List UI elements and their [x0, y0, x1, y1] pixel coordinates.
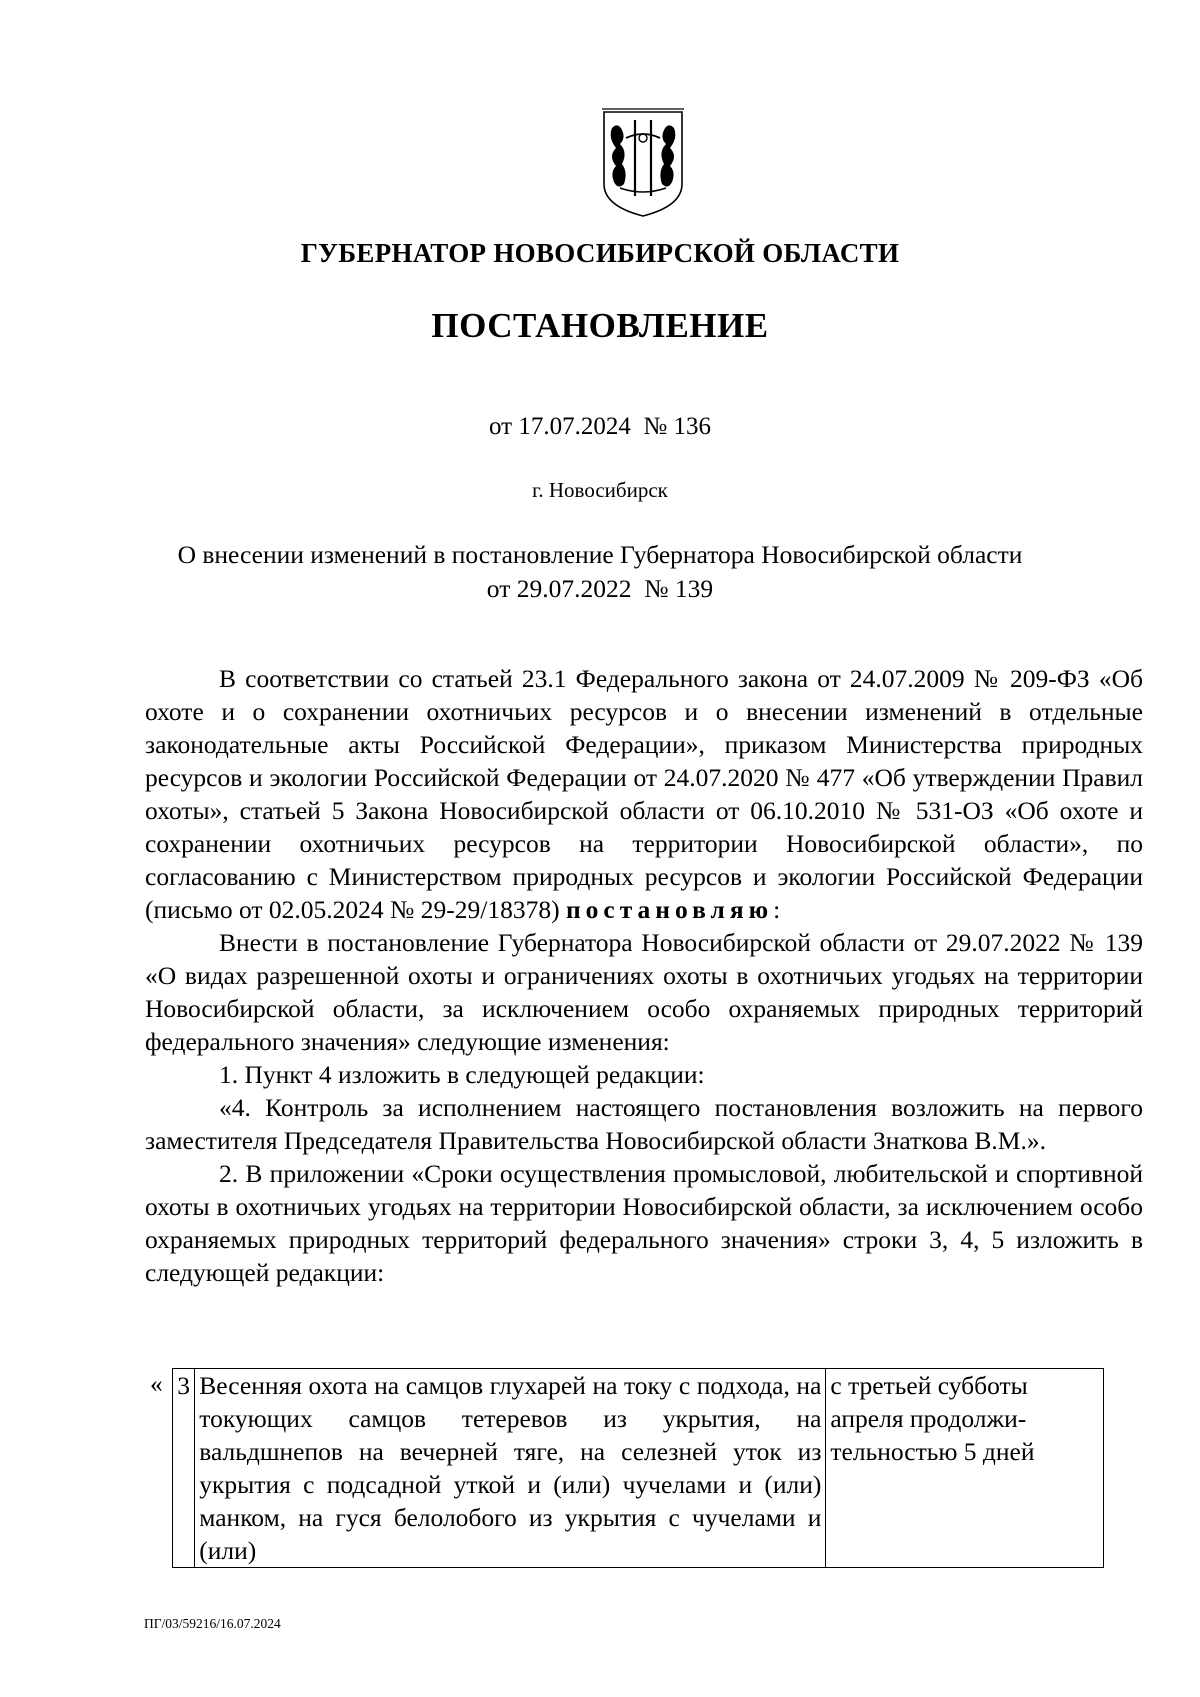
row-number: 3 [173, 1369, 195, 1568]
table-open-quote: « [150, 1369, 163, 1398]
resolve-word: постановляю [565, 895, 774, 924]
preamble-paragraph [145, 662, 1143, 926]
item-1-text: «4. Контроль за исполнением настоящего постановления возложить на первого заместителя Председателя Правительства Новосибирской области Знаткова В.М.». [145, 1093, 1143, 1155]
document-body [145, 662, 1143, 1289]
issuing-authority: ГУБЕРНАТОР НОВОСИБИРСКОЙ ОБЛАСТИ [300, 238, 900, 268]
city: г. Новосибирск [532, 478, 668, 502]
preamble-text: В соответствии со статьей 23.1 Федерального закона от 24.07.2009 № 209-ФЗ «Об охоте и о сохранении охотничьих ресурсов и о внесении изменений в отдельные законодательные акты Российской Федерации», приказом Министерства природных ресурсов и экологии Российской Федерации от 24.07.2020 № 477 «Об утверждении Правил охоты», статьей 5 Закона Новосибирской области от 06.10.2010 № 531-ОЗ «Об охоте и сохранении охотничьих ресурсов на территории Новосибирской области», по согласованию с Министерством природных ресурсов и экологии Российской Федерации (письмо от 02.05.2024 № 29-29/18378) [145, 664, 1143, 924]
subject-line-2: от 29.07.2022 № 139 [486, 574, 714, 603]
subject-line-1: О внесении изменений в постановление Губернатора Новосибирской области [177, 540, 1023, 569]
item-1-heading: 1. Пункт 4 изложить в следующей редакции: [219, 1060, 705, 1089]
document-subject [0, 538, 1200, 606]
date-and-number: от 17.07.2024 № 136 [489, 413, 711, 440]
hunting-type-description: Весенняя охота на самцов глухарей на току с подхода, на токующих самцов тетеревов из укрытия, на вальдшнепов на вечерней тяге, на селезней уток из укрытия с подсадной уткой и (или) чучелами и (или) манком, на гуся белолобого из укрытия с чучелами и (или) [195, 1369, 826, 1568]
intro-paragraph: Внести в постановление Губернатора Новосибирской области от 29.07.2022 № 139 «О видах разрешенной охоты и ограничениях охоты в охотничьих угодьях на территории Новосибирской области, за исключением особо охраняемых природных территорий федерального значения» следующие изменения: [145, 928, 1143, 1056]
hunting-period: с третьей субботы апреля продолжи-тельностью 5 дней [826, 1369, 1104, 1568]
document-code: ПГ/03/59216/16.07.2024 [144, 1616, 281, 1631]
coat-of-arms-icon [600, 108, 686, 218]
item-2-paragraph: 2. В приложении «Сроки осуществления промысловой, любительской и спортивной охоты в охотничьих угодьях на территории Новосибирской области, за исключением особо охраняемых природных территорий федерального значения» строки 3, 4, 5 изложить в следующей редакции: [145, 1159, 1143, 1287]
amendment-table [172, 1368, 1104, 1568]
table-row [173, 1369, 1104, 1568]
resolve-colon: : [773, 895, 781, 924]
document-type: ПОСТАНОВЛЕНИЕ [431, 306, 769, 345]
